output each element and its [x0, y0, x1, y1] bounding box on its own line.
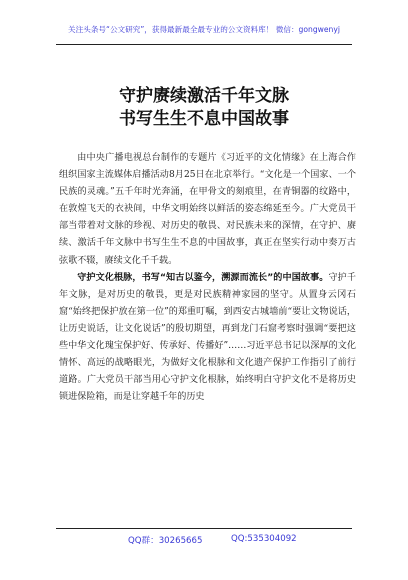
paragraph-2 — [59, 270, 356, 407]
header-divider — [56, 44, 352, 45]
document-body — [59, 150, 356, 406]
paragraph-1-text: 由中央广播电视总台制作的专题片《习近平的文化情缘》在上海合作组织国家主流媒体启播活动8月25日在北京举行。“文化是一个国家、一个民族的灵魂。”五千年时光奔涌，在甲骨文的刻痕里，在青铜器的纹路中，在敦煌飞天的衣袂间，中华文明始终以鲜活的姿态绵延至今。广大党员干部当带着对文脉的珍视、对历史的敬畏、对民族未来的深情，在守护、赓续、激活千年文脉中书写生生不息的中国故事，真正在坚实行动中奏万古弦歌不辍，赓续文化千千载。 — [59, 153, 356, 266]
footer-divider — [56, 528, 352, 529]
footer-qq-contact: QQ:535304092 — [231, 534, 297, 544]
paragraph-1 — [59, 150, 356, 270]
document-title-line1: 守护赓续激活千年文脉 — [119, 86, 289, 106]
paragraph-2-text: 守护千年文脉，是对历史的敬畏，更是对民族精神家园的坚守。从置身云冈石窟“始终把保护放在第一位”的郑重叮嘱，到西安古城墙前“要让文物说话，让历史说话，让文化说话”的殷切期望，再到龙门石窟考察时强调“要把这些中华文化瑰宝保护好、传承好、传播好”……习近平总书记以深厚的文化情怀、高远的战略眼光，为做好文化根脉和文化遗产保护工作指引了前行道路。广大党员干部当用心守护文化根脉，始终明白守护文化不是将历史锁进保险箱，而是让穿越千年的历史 — [59, 272, 356, 403]
footer-qq-group: QQ群：30265665 — [128, 536, 203, 546]
document-title-line2: 书写生生不息中国故事 — [119, 109, 289, 129]
paragraph-2-lead: 守护文化根脉，书写“知古以鉴今，溯源而流长”的中国故事。 — [77, 272, 329, 283]
header-note: 关注头条号“公文研究”，获得最新最全最专业的公文资料库！ 微信：gongwenyj — [68, 25, 340, 34]
